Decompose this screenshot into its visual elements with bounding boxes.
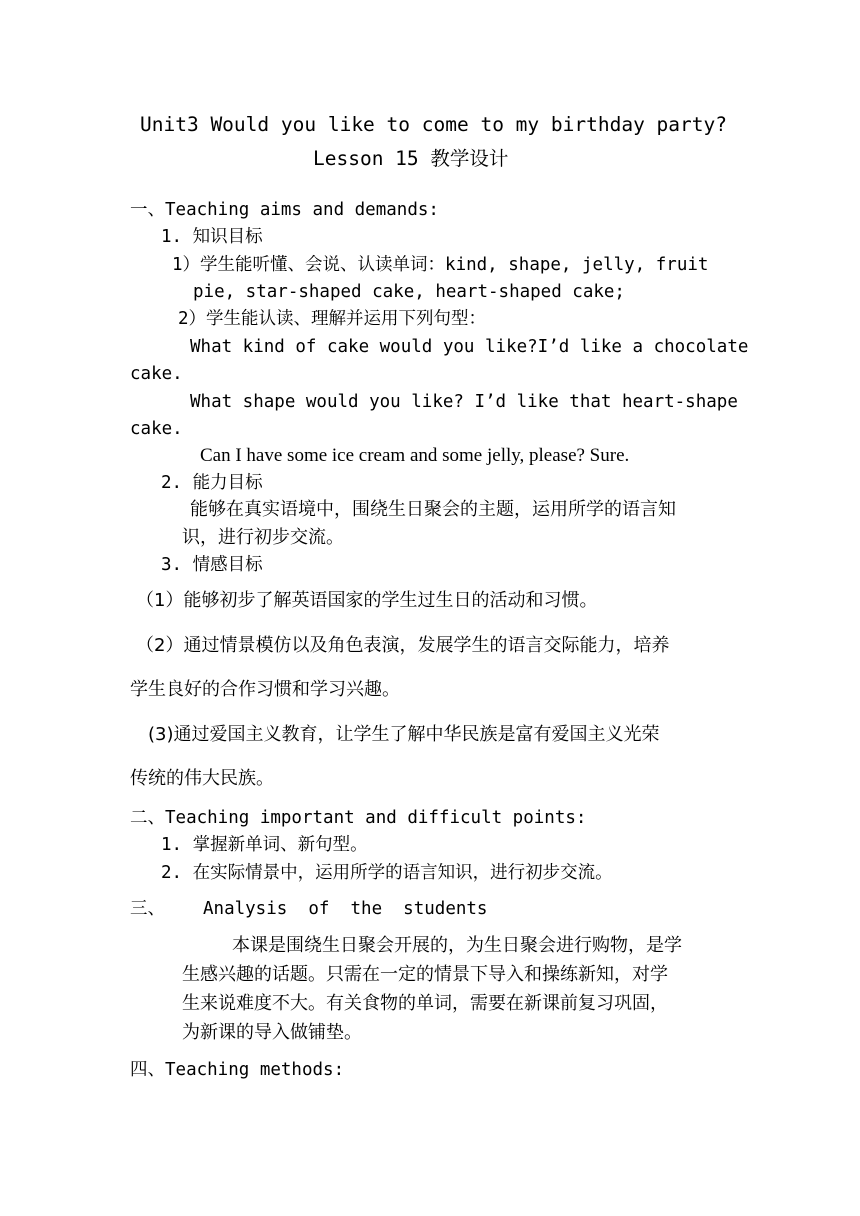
ability-aims-line2: 识，进行初步交流。 [182, 527, 344, 548]
document-title-line2: Lesson 15 教学设计 [313, 147, 509, 170]
vocab-item-line1: 1）学生能听懂、会说、认读单词：kind, shape, jelly, fruit [172, 255, 709, 275]
emotion-item3-line1: (3)通过爱国主义教育，让学生了解中华民族是富有爱国主义光荣 [148, 724, 660, 745]
vocab-item-line2: pie, star-shaped cake, heart-shaped cake; [193, 282, 625, 302]
sentence-pattern-item: 2）学生能认读、理解并运用下列句型： [178, 309, 487, 329]
section1-heading: 一、Teaching aims and demands: [130, 200, 439, 220]
sentence1-line1: What kind of cake would you like?I’d like a chocolate [190, 337, 749, 357]
ability-aims-heading: 2. 能力目标 [161, 473, 263, 493]
section3-heading-text: Analysis of the students [203, 899, 488, 919]
emotion-item3-line2: 传统的伟大民族。 [130, 768, 274, 789]
emotion-aims-heading: 3. 情感目标 [161, 555, 263, 575]
knowledge-aims-heading: 1. 知识目标 [161, 227, 263, 247]
emotion-item2-line1: （2）通过情景模仿以及角色表演，发展学生的语言交际能力，培养 [136, 635, 670, 656]
ability-aims-line1: 能够在真实语境中，围绕生日聚会的主题，运用所学的语言知 [190, 499, 676, 520]
sentence2-line1: What shape would you like? I’d like that heart-shape [190, 392, 738, 412]
document-title-line1: Unit3 Would you like to come to my birthday party? [140, 113, 727, 136]
student-analysis-line1: 本课是围绕生日聚会开展的，为生日聚会进行购物，是学 [232, 935, 682, 956]
sentence3: Can I have some ice cream and some jelly, please? Sure. [200, 445, 630, 466]
section3-heading-number: 三、 [130, 899, 165, 919]
difficult-point-2: 2. 在实际情景中，运用所学的语言知识，进行初步交流。 [161, 863, 613, 883]
emotion-item1: （1）能够初步了解英语国家的学生过生日的活动和习惯。 [136, 590, 598, 611]
student-analysis-line4: 为新课的导入做铺垫。 [182, 1022, 362, 1043]
sentence2-line2: cake. [130, 419, 183, 439]
student-analysis-line2: 生感兴趣的话题。只需在一定的情景下导入和操练新知，对学 [182, 964, 668, 985]
difficult-point-1: 1. 掌握新单词、新句型。 [161, 835, 368, 855]
section2-heading: 二、Teaching important and difficult points: [130, 808, 587, 828]
student-analysis-line3: 生来说难度不大。有关食物的单词，需要在新课前复习巩固， [182, 993, 668, 1014]
section4-heading: 四、Teaching methods: [130, 1060, 345, 1080]
emotion-item2-line2: 学生良好的合作习惯和学习兴趣。 [130, 679, 400, 700]
sentence1-line2: cake. [130, 364, 183, 384]
